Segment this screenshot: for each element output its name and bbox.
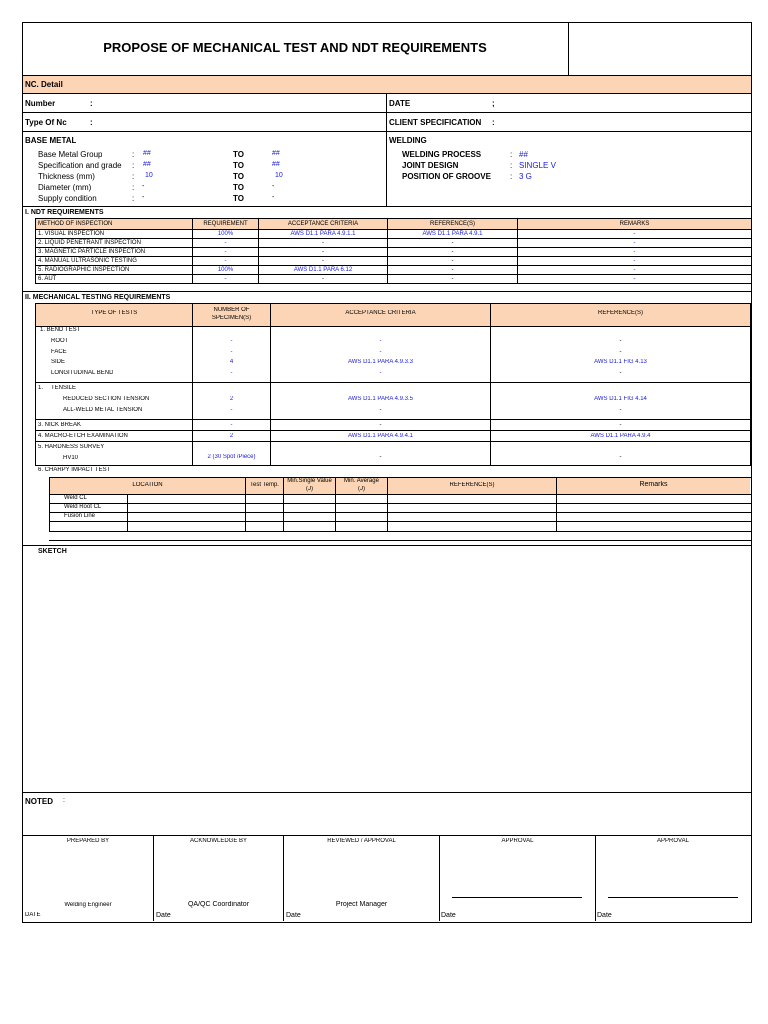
colon: : xyxy=(132,150,135,159)
ndt-heading: I. NDT REQUIREMENTS xyxy=(25,209,104,216)
charpy-header-min-single: Min.Single Value xyxy=(287,478,332,484)
bend-reference: - xyxy=(619,349,622,355)
date-semicolon: ; xyxy=(492,99,495,108)
noted-colon: : xyxy=(63,797,65,804)
to-label: TO xyxy=(233,183,244,192)
nick-break-number: - xyxy=(230,422,233,428)
base-metal-label: Thickness (mm) xyxy=(38,172,95,181)
base-metal-value-to: ## xyxy=(272,161,280,168)
ndt-remarks: - xyxy=(518,239,752,248)
ndt-method: 6. AUT xyxy=(36,275,193,284)
signature-role: QA/QC Coordinator xyxy=(187,901,250,908)
bend-acceptance: AWS D1.1 PARA 4.9.3.3 xyxy=(347,359,414,365)
ndt-header-method: METHOD OF INSPECTION xyxy=(36,219,193,230)
tensile-acceptance: - xyxy=(379,407,382,413)
table-row xyxy=(36,275,752,284)
base-metal-label: Diameter (mm) xyxy=(38,183,92,192)
charpy-header-min-average: Min. Average xyxy=(344,478,379,484)
ndt-requirement: - xyxy=(193,257,259,266)
base-metal-value-from: 10 xyxy=(145,172,153,179)
mech-header-acceptance: ACCEPTANCE CRITERIA xyxy=(345,310,416,316)
base-metal-value-from: - xyxy=(142,194,145,201)
hardness-acceptance: - xyxy=(379,454,382,460)
charpy-header-remarks: Remarks xyxy=(639,481,668,488)
colon: : xyxy=(132,172,135,181)
signature-date: Date xyxy=(597,912,612,919)
type-of-nc-label: Type Of Nc xyxy=(25,118,67,127)
ndt-header-row xyxy=(36,219,752,230)
tensile-reference: AWS D1.1 FIG 4.14 xyxy=(594,396,647,402)
table-row xyxy=(36,239,752,248)
base-metal-value-to: ## xyxy=(272,150,280,157)
sketch-label: SKETCH xyxy=(38,548,67,555)
charpy-location: Weld Root CL xyxy=(64,504,102,510)
table-row xyxy=(36,266,752,275)
to-label: TO xyxy=(233,161,244,170)
signature-date: Date xyxy=(156,912,171,919)
ndt-method: 5. RADIOGRAPHIC INSPECTION xyxy=(36,266,193,275)
ndt-method: 2. LIQUID PENETRANT INSPECTION xyxy=(36,239,193,248)
signature-heading: APPROVAL xyxy=(501,838,534,844)
colon: : xyxy=(510,150,513,159)
client-spec-label: CLIENT SPECIFICATION xyxy=(389,118,482,127)
colon: : xyxy=(510,172,513,181)
nc-detail-label: NC. Detail xyxy=(25,80,63,89)
macro-etch-label: 4. MACRO-ETCH EXAMINATION xyxy=(38,433,128,439)
ndt-acceptance: - xyxy=(259,248,388,257)
ndt-reference: - xyxy=(388,248,518,257)
colon: : xyxy=(132,161,135,170)
bend-number: 4 xyxy=(229,359,234,365)
signature-heading: PREPARED BY xyxy=(66,838,110,844)
charpy-title: 6. CHARPY IMPACT TEST xyxy=(38,467,111,473)
base-metal-value-to: 10 xyxy=(275,172,283,179)
bend-label: SIDE xyxy=(51,359,66,365)
number-label: Number xyxy=(25,99,56,108)
ndt-reference: - xyxy=(388,257,518,266)
ndt-remarks: - xyxy=(518,257,752,266)
hardness-number: 2 (30 Spot /Piece) xyxy=(207,454,256,460)
charpy-header-min-single-unit: (J) xyxy=(306,486,313,492)
welding-label: POSITION OF GROOVE xyxy=(402,172,491,181)
bend-reference: AWS D1.1 FIG 4.13 xyxy=(594,359,647,365)
base-metal-label: Base Metal Group xyxy=(38,150,103,159)
table-row xyxy=(36,257,752,266)
sketch-area xyxy=(23,558,751,791)
signature-date: Date xyxy=(441,912,456,919)
bend-reference: - xyxy=(619,338,622,344)
ndt-table xyxy=(35,218,752,284)
hardness-title: 5. HARDNESS SURVEY xyxy=(38,444,105,450)
tensile-number-value: - xyxy=(230,407,233,413)
nick-break-reference: - xyxy=(619,422,622,428)
welding-heading: WELDING xyxy=(389,136,427,145)
tensile-title: TENSILE xyxy=(51,385,77,391)
ndt-acceptance: - xyxy=(259,257,388,266)
bend-label: ROOT xyxy=(51,338,69,344)
base-metal-value-to: - xyxy=(272,194,275,201)
ndt-remarks: - xyxy=(518,230,752,239)
macro-etch-acceptance: AWS D1.1 PARA 4.9.4.1 xyxy=(347,433,414,439)
mech-header-number: NUMBER OF xyxy=(213,307,250,313)
bend-acceptance: - xyxy=(379,349,382,355)
client-spec-colon: : xyxy=(492,118,495,127)
hardness-reference: - xyxy=(619,454,622,460)
welding-value: SINGLE V xyxy=(519,161,556,170)
ndt-acceptance: - xyxy=(259,275,388,284)
ndt-method: 1. VISUAL INSPECTION xyxy=(36,230,193,239)
base-metal-value-to: - xyxy=(272,183,275,190)
charpy-header-temp: Test Temp. xyxy=(250,482,279,488)
tensile-label: REDUCED SECTION TENSION xyxy=(63,396,150,402)
page-title: PROPOSE OF MECHANICAL TEST AND NDT REQUIREMENTS xyxy=(103,40,487,55)
bend-test-title: 1. BEND TEST xyxy=(40,327,81,333)
signature-role: Welding Engineer xyxy=(64,902,112,908)
ndt-header-requirement: REQUIREMENT xyxy=(193,219,259,230)
ndt-header-remarks: REMARKS xyxy=(518,219,752,230)
date-label: DATE xyxy=(389,99,411,108)
to-label: TO xyxy=(233,150,244,159)
mech-header-type: TYPE OF TESTS xyxy=(90,310,138,316)
colon: : xyxy=(132,194,135,203)
ndt-reference: - xyxy=(388,275,518,284)
ndt-acceptance: - xyxy=(259,239,388,248)
mech-header-specimens: SPECIMEN(S) xyxy=(211,315,252,321)
bend-label: FACE xyxy=(51,349,67,355)
to-label: TO xyxy=(233,172,244,181)
signature-date: Date xyxy=(286,912,301,919)
welding-value: 3 G xyxy=(519,172,532,181)
mech-header-reference: REFERENCE(S) xyxy=(597,310,643,316)
welding-label: JOINT DESIGN xyxy=(402,161,459,170)
charpy-header-min-average-unit: (J) xyxy=(358,486,365,492)
ndt-remarks: - xyxy=(518,275,752,284)
charpy-header-reference: REFERENCE(S) xyxy=(449,482,495,488)
nc-detail-bar xyxy=(23,76,751,93)
type-colon: : xyxy=(90,118,93,127)
macro-etch-reference: AWS D1.1 PARA 4.9.4 xyxy=(590,433,651,439)
base-metal-heading: BASE METAL xyxy=(25,136,77,145)
number-colon: : xyxy=(90,99,93,108)
signature-heading: ACKNOWLEDGE BY xyxy=(189,838,247,844)
charpy-header-location: LOCATION xyxy=(132,482,163,488)
ndt-acceptance: AWS D1.1 PARA 6.12 xyxy=(259,266,388,275)
signature-heading: APPROVAL xyxy=(657,838,689,844)
welding-label: WELDING PROCESS xyxy=(402,150,482,159)
to-label: TO xyxy=(233,194,244,203)
charpy-location: Weld CL xyxy=(64,495,87,501)
ndt-remarks: - xyxy=(518,248,752,257)
signature-date: DATE xyxy=(25,912,41,918)
base-metal-value-from: ## xyxy=(143,161,151,168)
bend-number: - xyxy=(230,349,233,355)
ndt-requirement: - xyxy=(193,248,259,257)
base-metal-value-from: - xyxy=(142,183,145,190)
ndt-requirement: 100% xyxy=(193,266,259,275)
bend-label: LONGITUDINAL BEND xyxy=(51,370,114,376)
bend-acceptance: - xyxy=(379,338,382,344)
noted-label: NOTED xyxy=(25,797,53,806)
base-metal-label: Supply condition xyxy=(38,194,97,203)
nick-break-acceptance: - xyxy=(379,422,382,428)
colon: : xyxy=(510,161,513,170)
ndt-reference: AWS D1.1 PARA 4.9.1 xyxy=(388,230,518,239)
bend-number: - xyxy=(230,370,233,376)
ndt-reference: - xyxy=(388,239,518,248)
ndt-requirement: - xyxy=(193,275,259,284)
ndt-requirement: 100% xyxy=(193,230,259,239)
table-row xyxy=(36,230,752,239)
tensile-label: ALL-WELD METAL TENSION xyxy=(63,407,143,413)
mech-heading: II. MECHANICAL TESTING REQUIREMENTS xyxy=(25,294,171,301)
signature-heading: REVIEWED / APPROVAL xyxy=(327,838,396,844)
tensile-number-value: 2 xyxy=(229,396,234,402)
ndt-requirement: - xyxy=(193,239,259,248)
table-row xyxy=(36,248,752,257)
ndt-header-acceptance: ACCEPTANCE CRITERIA xyxy=(259,219,388,230)
signature-role: Project Manager xyxy=(335,901,388,908)
charpy-location: Fusion Line xyxy=(64,513,96,519)
tensile-reference: - xyxy=(619,407,622,413)
ndt-acceptance: AWS D1.1 PARA 4.9.1.1 xyxy=(259,230,388,239)
ndt-reference: - xyxy=(388,266,518,275)
ndt-method: 4. MANUAL ULTRASONIC TESTING xyxy=(36,257,193,266)
ndt-method: 3. MAGNETIC PARTICLE INSPECTION xyxy=(36,248,193,257)
colon: : xyxy=(132,183,135,192)
macro-etch-number: 2 xyxy=(229,433,234,439)
nick-break-label: 3. NICK BREAK xyxy=(38,422,82,428)
tensile-acceptance: AWS D1.1 PARA 4.9.3.5 xyxy=(347,396,414,402)
hardness-label: HV10 xyxy=(63,455,79,461)
bend-reference: - xyxy=(619,370,622,376)
tensile-number: 1. xyxy=(38,385,44,391)
ndt-remarks: - xyxy=(518,266,752,275)
welding-value: ## xyxy=(519,150,528,159)
ndt-header-reference: REFERENCE(S) xyxy=(388,219,518,230)
bend-number: - xyxy=(230,338,233,344)
base-metal-value-from: ## xyxy=(143,150,151,157)
base-metal-label: Specification and grade xyxy=(38,161,122,170)
bend-acceptance: - xyxy=(379,370,382,376)
